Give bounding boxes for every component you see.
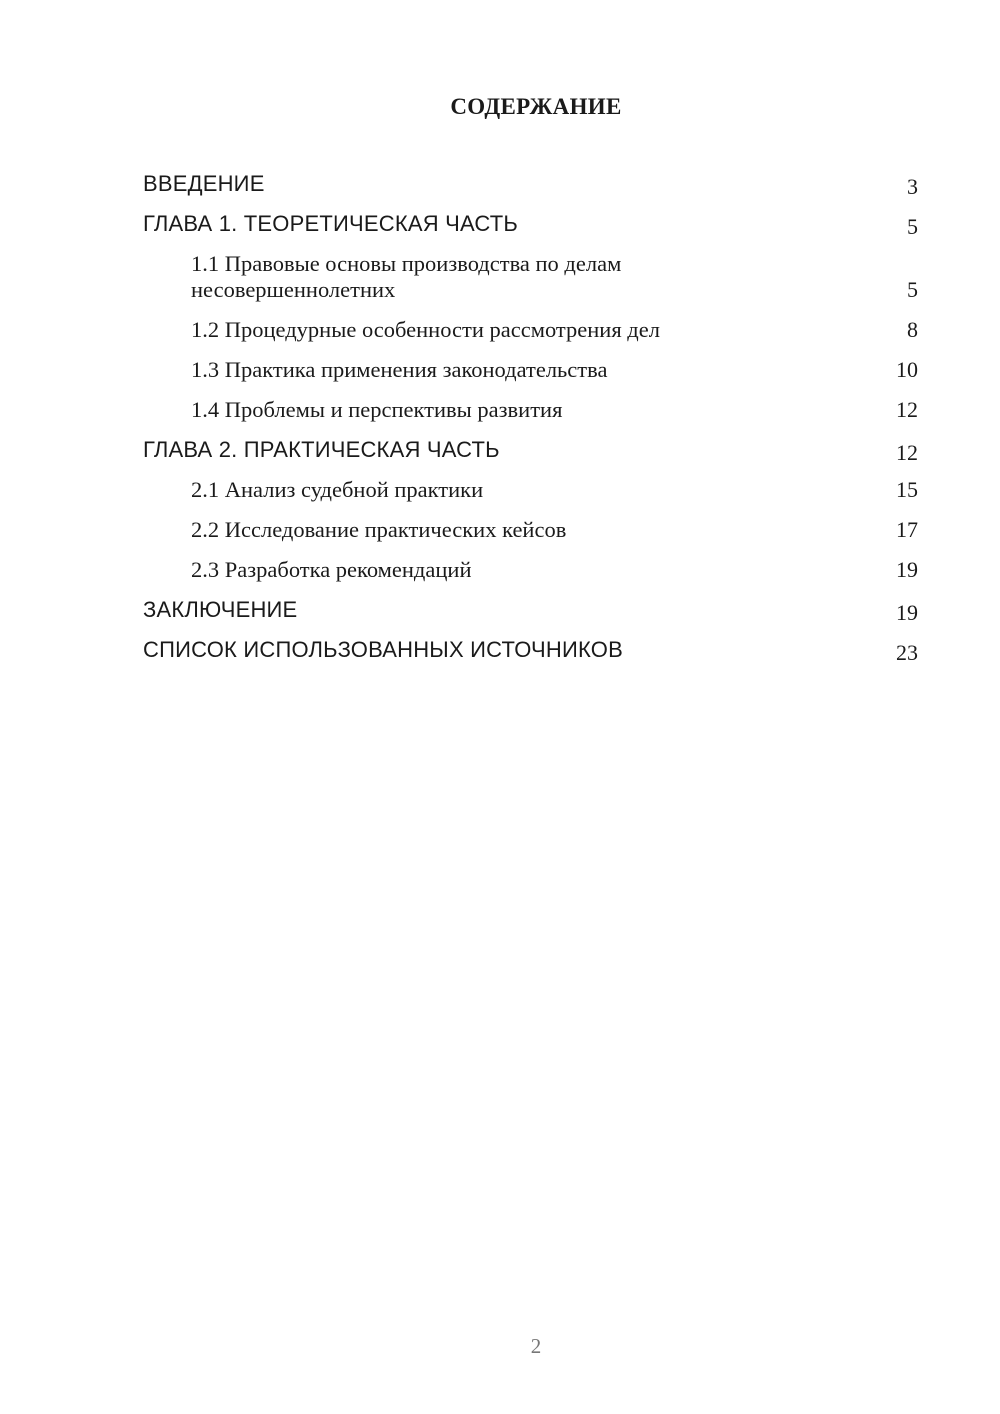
toc-entry-references[interactable] <box>143 634 918 674</box>
toc-entry-section-1-2[interactable] <box>143 314 918 354</box>
toc-entry-title: ГЛАВА 1. ТЕОРЕТИЧЕСКАЯ ЧАСТЬ <box>143 211 519 236</box>
toc-entry-section-1-4[interactable] <box>143 394 918 434</box>
page-title: СОДЕРЖАНИЕ <box>450 94 622 119</box>
toc-entry-title: 2.1 Анализ судебной практики <box>191 477 484 502</box>
toc-entry-chapter-1[interactable] <box>143 208 918 248</box>
toc-entry-page: 15 <box>896 477 918 502</box>
toc-entry-page: 17 <box>896 517 918 542</box>
toc-entry-title: 1.3 Практика применения законодательства <box>191 357 608 382</box>
toc-entry-page: 19 <box>896 557 918 582</box>
toc-entry-page: 3 <box>907 174 918 199</box>
toc-entry-title: ЗАКЛЮЧЕНИЕ <box>143 597 298 622</box>
page-number: 2 <box>530 1334 542 1358</box>
toc-entry-section-2-3[interactable] <box>143 554 918 594</box>
toc-entry-page: 23 <box>896 640 918 665</box>
toc-entry-page: 5 <box>907 214 918 239</box>
toc-entry-title: 2.3 Разработка рекомендаций <box>191 557 472 582</box>
toc-entry-page: 19 <box>896 600 918 625</box>
toc-entry-page: 12 <box>896 397 918 422</box>
toc-entry-conclusion[interactable] <box>143 594 918 634</box>
toc-entry-title: 2.2 Исследование практических кейсов <box>191 517 567 542</box>
toc-entry-title: СПИСОК ИСПОЛЬЗОВАННЫХ ИСТОЧНИКОВ <box>143 637 623 662</box>
toc-entry-section-2-2[interactable] <box>143 514 918 554</box>
toc-entry-title: 1.2 Процедурные особенности рассмотрения дел <box>191 317 660 342</box>
toc-entry-section-1-3[interactable] <box>143 354 918 394</box>
toc-entry-title: ВВЕДЕНИЕ <box>143 171 265 196</box>
toc-entry-section-1-1[interactable] <box>143 248 918 314</box>
toc-entry-page: 5 <box>907 277 918 302</box>
toc-entry-chapter-2[interactable] <box>143 434 918 474</box>
toc-entry-introduction[interactable] <box>143 168 918 208</box>
toc-entry-page: 8 <box>907 317 918 342</box>
toc-entry-title: ГЛАВА 2. ПРАКТИЧЕСКАЯ ЧАСТЬ <box>143 437 500 462</box>
toc-entry-title: 1.1 Правовые основы производства по делам несовершеннолетних <box>191 251 622 302</box>
toc-entry-title: 1.4 Проблемы и перспективы развития <box>191 397 563 422</box>
table-of-contents <box>143 168 918 674</box>
toc-entry-section-2-1[interactable] <box>143 474 918 514</box>
toc-entry-page: 12 <box>896 440 918 465</box>
toc-entry-page: 10 <box>896 357 918 382</box>
